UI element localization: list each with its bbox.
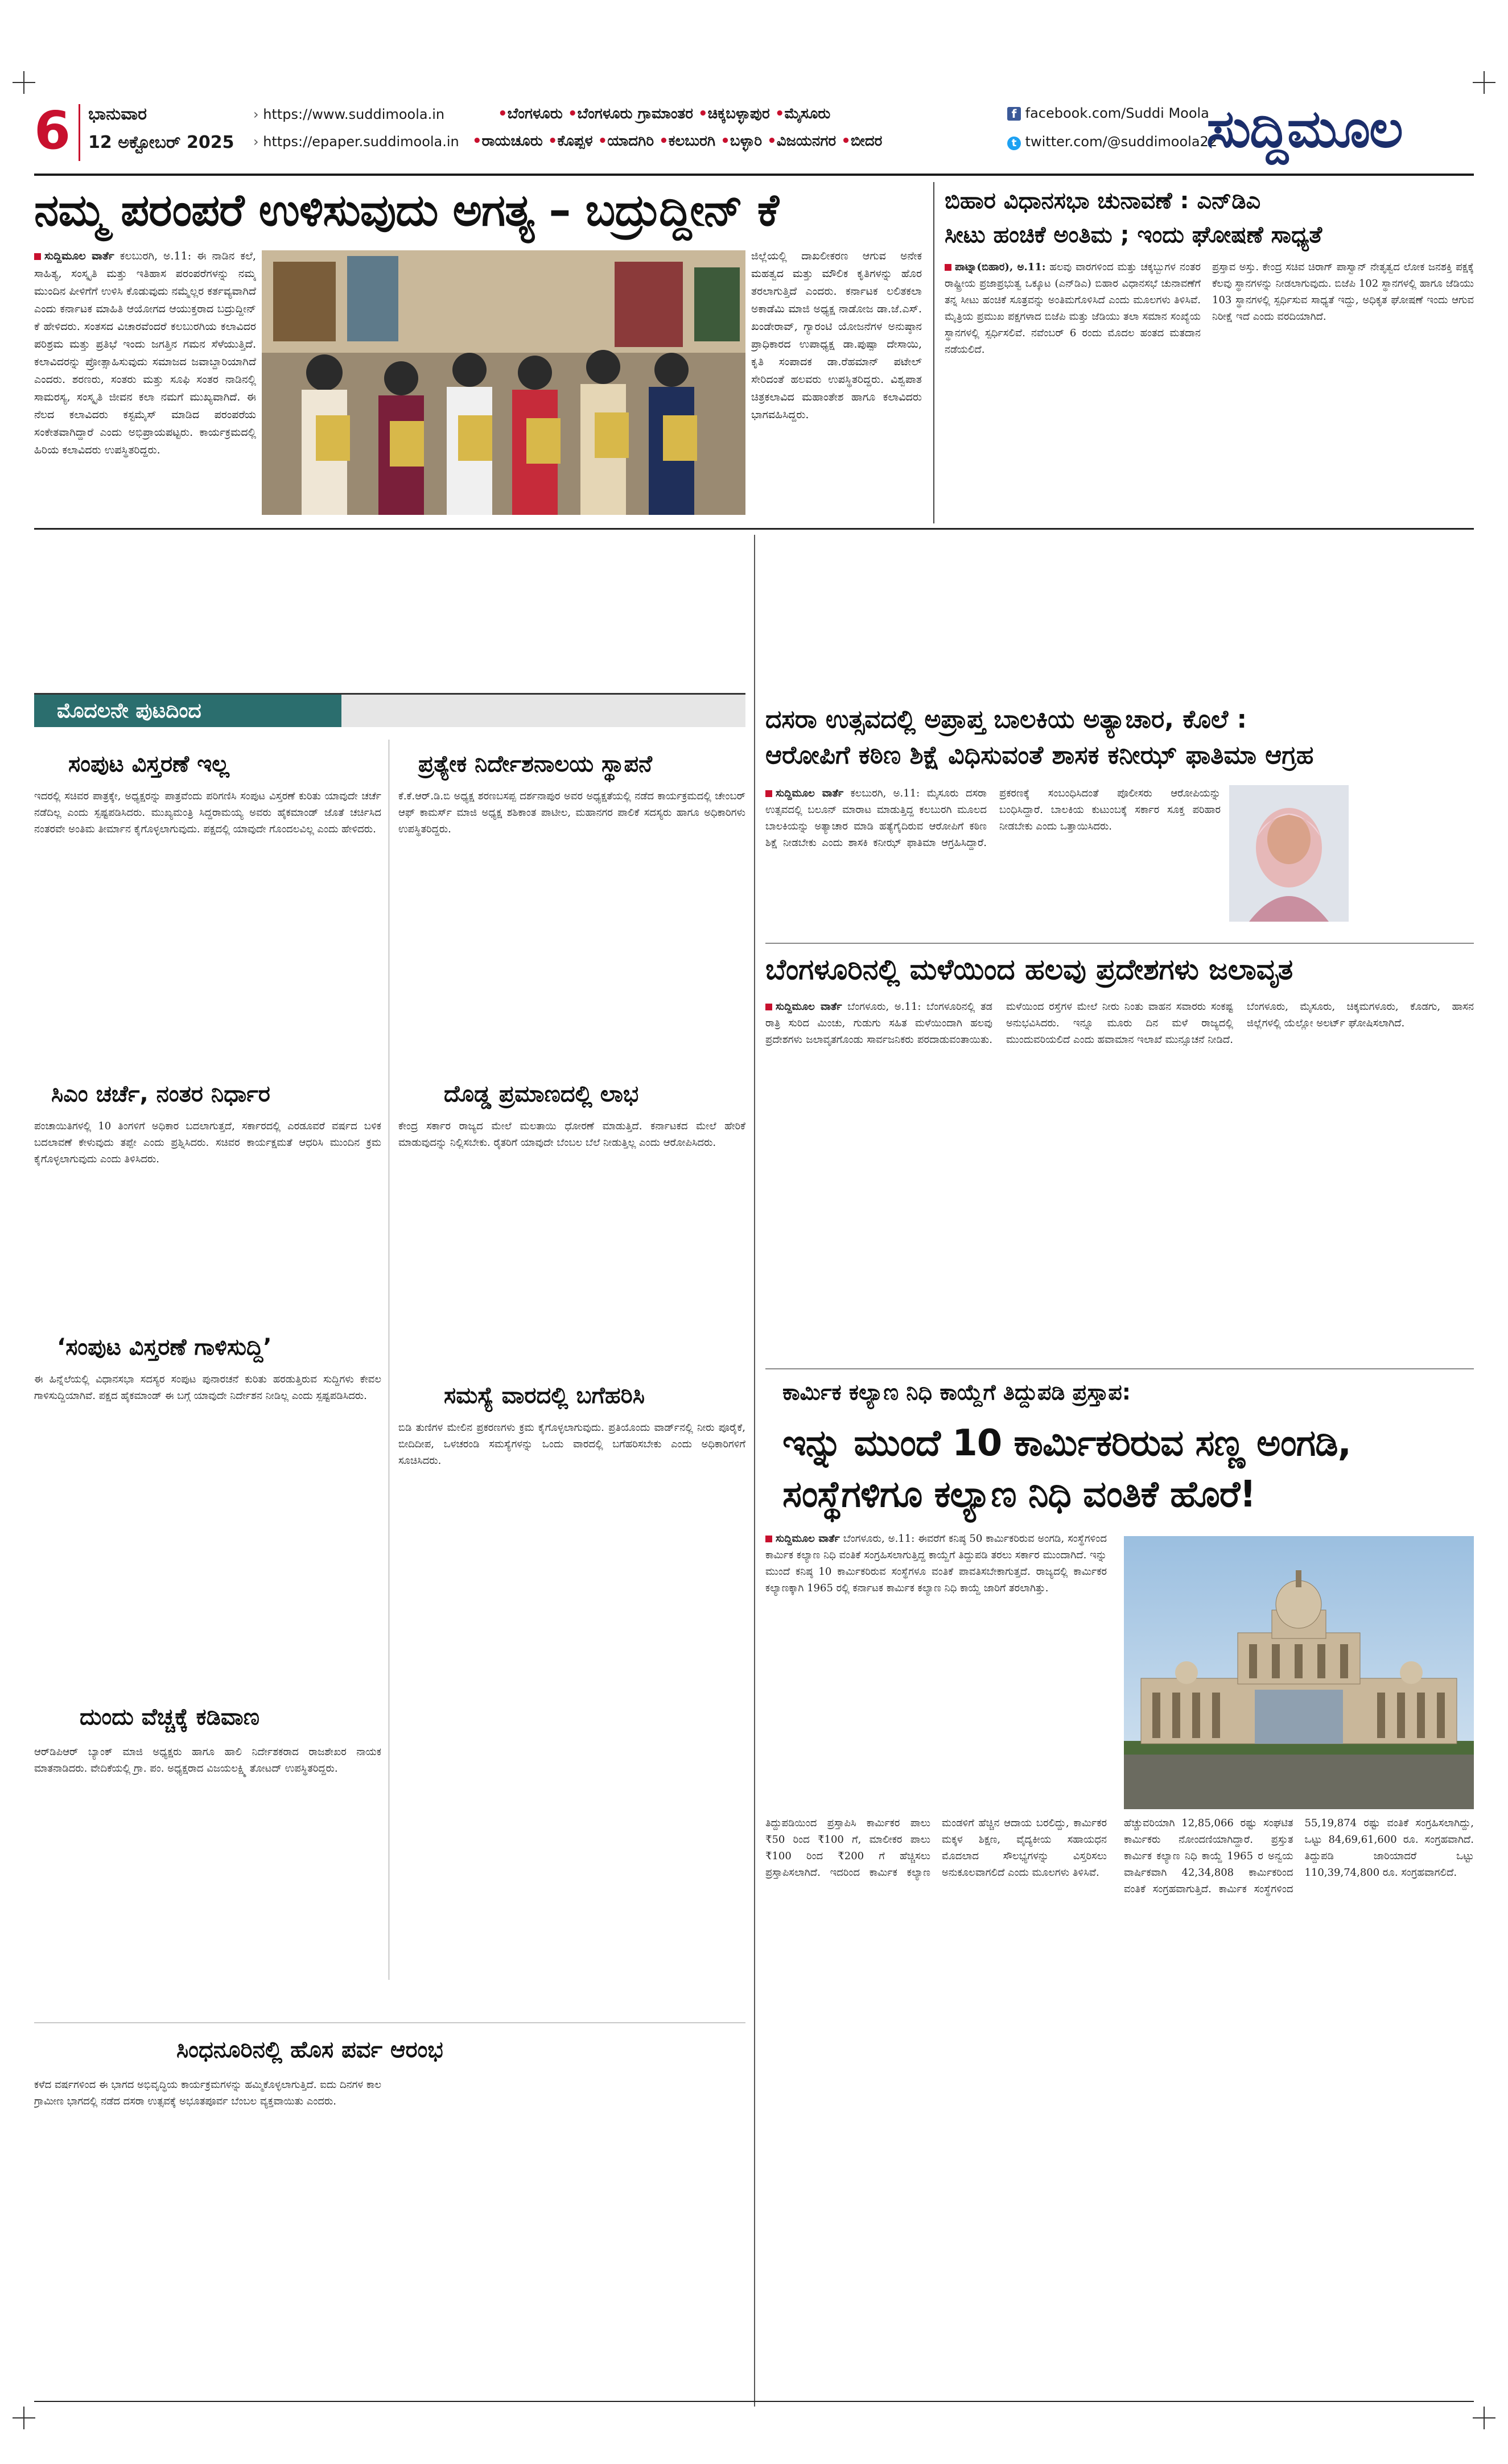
url-row-2[interactable]	[253, 134, 459, 150]
story-profit-body: ಕೇಂದ್ರ ಸರ್ಕಾರ ರಾಜ್ಯದ ಮೇಲೆ ಮಲತಾಯಿ ಧೋರಣೆ ಮಾಡುತ್ತಿದೆ. ಕರ್ನಾಟಕದ ಮೇಲೆ ಹೇರಿಕೆ ಮಾಡುವುದನ್ನು ನಿಲ್ಲಿಸಬೇಕು. ರೈತರಿಗೆ ಯಾವುದೇ ಬೆಂಬಲ ಬೆಲೆ ನೀಡುತ್ತಿಲ್ಲ ಎಂದು ಆರೋಪಿಸಿದರು.	[398, 1120, 745, 1149]
dasara-portrait	[1229, 785, 1349, 922]
bullet-icon	[765, 1536, 772, 1542]
lead-headline: ನಮ್ಮ ಪರಂಪರೆ ಉಳಿಸುವುದು ಅಗತ್ಯ – ಬದ್ರುದ್ದೀನ್ ಕೆ	[34, 185, 778, 236]
crop-mark-bottom-right	[1473, 2407, 1495, 2429]
welfare-headline-1: ಇನ್ನು ಮುಂದೆ 10 ಕಾರ್ಮಿಕರಿರುವ ಸಣ್ಣ ಅಂಗಡಿ,	[782, 1422, 1351, 1464]
epaper-link[interactable]: https://epaper.suddimoola.in	[263, 134, 459, 150]
dasara-headline-2: ಆರೋಪಿಗೆ ಕಠಿಣ ಶಿಕ್ಷೆ ವಿಧಿಸುವಂತೆ ಶಾಸಕ ಕನೀಝ್ ಫಾತಿಮಾ ಆಗ್ರಹ	[765, 741, 1314, 770]
welfare-body-2: ತಿದ್ದುಪಡಿಯಿಂದ ಪ್ರಸ್ತಾಪಿಸಿ ಕಾರ್ಮಿಕರ ಪಾಲು ₹50 ರಿಂದ ₹100 ಗೆ, ಮಾಲೀಕರ ಪಾಲು ₹100 ರಿಂದ ₹200 ಗೆ ಹೆಚ್ಚಿಸಲು ಪ್ರಸ್ತಾಪಿಸಲಾಗಿದೆ. ಇದರಿಂದ ಕಾರ್ಮಿಕ ಕಲ್ಯಾಣ ಮಂಡಳಿಗೆ ಹೆಚ್ಚಿನ ಆದಾಯ ಬರಲಿದ್ದು, ಕಾರ್ಮಿಕರ ಮಕ್ಕಳ ಶಿಕ್ಷಣ, ವೈದ್ಯಕೀಯ ಸಹಾಯಧನ ಮೊದಲಾದ ಸೌಲಭ್ಯಗಳನ್ನು ವಿಸ್ತರಿಸಲು ಅನುಕೂಲವಾಗಲಿದೆ ಎಂದು ಮೂಲಗಳು ತಿಳಿಸಿವೆ.	[765, 1817, 1107, 1879]
group-photo-illustration	[262, 250, 745, 515]
cities-row-1: •ಬೆಂಗಳೂರು •ಬೆಂಗಳೂರು ಗ್ರಾಮಾಂತರ •ಚಿಕ್ಕಬಳ್ಳಾಪುರ •ಮೈಸೂರು	[498, 105, 831, 122]
story-sampputa-body: ಇದರಲ್ಲಿ ಸಚಿವರ ಪಾತ್ರಕ್ಕೇ, ಅಧ್ಯಕ್ಷರನ್ನು ಪಾತ್ರವೆಂದು ಪರಿಗಣಿಸಿ ಸಂಪುಟ ವಿಸ್ತರಣೆ ಕುರಿತು ಯಾವುದೇ ಚರ್ಚೆ ನಡೆದಿಲ್ಲ ಎಂದು ಸ್ಪಷ್ಟಪಡಿಸಿದರು. ಮುಖ್ಯಮಂತ್ರಿ ಸಿದ್ದರಾಮಯ್ಯ ಅವರು ಹೈಕಮಾಂಡ್ ಜೊತೆ ಚರ್ಚಿಸಿದ ನಂತರವೇ ಅಂತಿಮ ತೀರ್ಮಾನ ಕೈಗೊಳ್ಳಲಾಗುವುದು. ಪಕ್ಷದಲ್ಲಿ ಯಾವುದೇ ಗೊಂದಲವಿಲ್ಲ ಎಂದು ಹೇಳಿದರು.	[34, 790, 381, 835]
welfare-kicker: ಕಾರ್ಮಿಕ ಕಲ್ಯಾಣ ನಿಧಿ ಕಾಯ್ದೆಗೆ ತಿದ್ದುಪಡಿ ಪ್ರಸ್ತಾಪ:	[782, 1380, 1131, 1405]
section-banner	[34, 693, 745, 727]
masthead-logo: ಸುದ್ದಿಮೂಲ	[1206, 98, 1402, 159]
bihar-headline-2: ಸೀಟು ಹಂಚಿಕೆ ಅಂತಿಮ ; ಇಂದು ಘೋಷಣೆ ಸಾಧ್ಯತೆ	[945, 222, 1322, 248]
vidhana-soudha-photo	[1124, 1536, 1474, 1809]
crop-mark-top-right	[1473, 71, 1495, 94]
lead-photo	[262, 250, 745, 515]
facebook-icon: f	[1007, 107, 1021, 121]
story-issues-headline: ಸಮಸ್ಯೆ ವಾರದಲ್ಲಿ ಬಗೆಹರಿಸಿ	[444, 1382, 645, 1409]
website-link[interactable]: https://www.suddimoola.in	[263, 106, 445, 122]
dateline: ಕಲಬುರಗಿ, ಅ.11:	[120, 250, 192, 262]
lead-bottom-rule	[34, 528, 1474, 530]
masthead-divider	[79, 104, 80, 161]
bullet-icon	[765, 790, 772, 797]
story-profit-headline: ದೊಡ್ಡ ಪ್ರಮಾಣದಲ್ಲಿ ಲಾಭ	[444, 1081, 639, 1107]
footer-rule	[34, 2401, 1474, 2402]
cities-row-2: •ರಾಯಚೂರು •ಕೊಪ್ಪಳ •ಯಾದಗಿರಿ •ಕಲಬುರಗಿ •ಬಳ್ಳಾರಿ •ವಿಜಯನಗರ •ಬೀದರ	[472, 133, 883, 150]
crop-mark-top-left	[13, 71, 35, 94]
dateline: ಪಾಟ್ನಾ(ಬಿಹಾರ), ಅ.11:	[955, 261, 1046, 273]
story-sindhanur-headline: ಸಿಂಧನೂರಿನಲ್ಲಿ ಹೊಸ ಪರ್ವ ಆರಂಭ	[176, 2037, 443, 2063]
dasara-body-1: ಸುದ್ದಿಮೂಲ ವಾರ್ತೆ ಕಲಬುರಗಿ, ಅ.11: ಮೈಸೂರು ದಸರಾ ಉತ್ಸವದಲ್ಲಿ ಬಲೂನ್ ಮಾರಾಟ ಮಾಡುತ್ತಿದ್ದ ಕಲಬುರಗಿ ಮೂಲದ ಬಾಲಕಿಯನ್ನು ಅತ್ಯಾಚಾರ ಮಾಡಿ ಹತ್ಯೆಗೈದಿರುವ ಆರೋಪಿಗೆ ಕಠಿಣ ಶಿಕ್ಷೆ ನೀಡಬೇಕು ಎಂದು ಶಾಸಕಿ ಕನೀಝ್ ಫಾತಿಮಾ ಆಗ್ರಹಿಸಿದ್ದಾರೆ. ಪ್ರಕರಣಕ್ಕೆ ಸಂಬಂಧಿಸಿದಂತೆ ಪೊಲೀಸರು ಆರೋಪಿಯನ್ನು ಬಂಧಿಸಿದ್ದಾರೆ. ಬಾಲಕಿಯ ಕುಟುಂಬಕ್ಕೆ ಸರ್ಕಾರ ಸೂಕ್ತ ಪರಿಹಾರ ನೀಡಬೇಕು ಎಂದು ಒತ್ತಾಯಿಸಿದರು.	[765, 787, 1221, 849]
rain-body: ಸುದ್ದಿಮೂಲ ವಾರ್ತೆ ಬೆಂಗಳೂರು, ಅ.11: ಬೆಂಗಳೂರಿನಲ್ಲಿ ತಡ ರಾತ್ರಿ ಸುರಿದ ಮಿಂಚು, ಗುಡುಗು ಸಹಿತ ಮಳೆಯಿಂದಾಗಿ ಹಲವು ಪ್ರದೇಶಗಳು ಜಲಾವೃತಗೊಂಡು ಸಾರ್ವಜನಿಕರು ಪರದಾಡುವಂತಾಯಿತು. ಮಳೆಯಿಂದ ರಸ್ತೆಗಳ ಮೇಲೆ ನೀರು ನಿಂತು ವಾಹನ ಸವಾರರು ಸಂಕಷ್ಟ ಅನುಭವಿಸಿದರು. ಇನ್ನೂ ಮೂರು ದಿನ ಮಳೆ ರಾಜ್ಯದಲ್ಲಿ ಮುಂದುವರಿಯಲಿದೆ ಎಂದು ಹವಾಮಾನ ಇಲಾಖೆ ಮುನ್ಸೂಚನೆ ನೀಡಿದೆ. ಬೆಂಗಳೂರು, ಮೈಸೂರು, ಚಿಕ್ಕಮಗಳೂರು, ಕೊಡಗು, ಹಾಸನ ಜಿಲ್ಲೆಗಳಲ್ಲಿ ಯೆಲ್ಲೋ ಅಲರ್ಟ್ ಘೋಷಿಸಲಾಗಿದೆ.	[765, 1001, 1474, 1046]
welfare-body-1: ಸುದ್ದಿಮೂಲ ವಾರ್ತೆ ಬೆಂಗಳೂರು, ಅ.11: ಈವರೆಗೆ ಕನಿಷ್ಠ 50 ಕಾರ್ಮಿಕರಿರುವ ಅಂಗಡಿ, ಸಂಸ್ಥೆಗಳಿಂದ ಕಾರ್ಮಿಕ ಕಲ್ಯಾಣ ನಿಧಿ ವಂತಿಕೆ ಸಂಗ್ರಹಿಸಲಾಗುತ್ತಿದ್ದ ಕಾಯ್ದೆಗೆ ತಿದ್ದುಪಡಿ ತರಲು ಸರ್ಕಾರ ಮುಂದಾಗಿದೆ. ಇನ್ನು ಮುಂದೆ ಕನಿಷ್ಠ 10 ಕಾರ್ಮಿಕರಿರುವ ಸಂಸ್ಥೆಗಳೂ ವಂತಿಕೆ ಪಾವತಿಸಬೇಕಾಗುತ್ತದೆ. ರಾಜ್ಯದಲ್ಲಿ ಕಾರ್ಮಿಕರ ಕಲ್ಯಾಣಕ್ಕಾಗಿ 1965 ರಲ್ಲಿ ಕರ್ನಾಟಕ ಕಾರ್ಮಿಕ ಕಲ್ಯಾಣ ನಿಧಿ ಕಾಯ್ದೆ ಜಾರಿಗೆ ತರಲಾಗಿತ್ತು.	[765, 1533, 1107, 1594]
story-expense-body: ಆರ್‌ಡಿಪಿಆರ್ ಬ್ಯಾಂಕ್ ಮಾಜಿ ಅಧ್ಯಕ್ಷರು ಹಾಗೂ ಹಾಲಿ ನಿರ್ದೇಶಕರಾದ ರಾಜಶೇಖರ ನಾಯಕ ಮಾತನಾಡಿದರು. ವೇದಿಕೆಯಲ್ಲಿ ಗ್ರಾ. ಪಂ. ಅಧ್ಯಕ್ಷರಾದ ವಿಜಯಲಕ್ಷ್ಮಿ ತೋಟದ್ ಉಪಸ್ಥಿತರಿದ್ದರು.	[34, 1746, 381, 1774]
section-banner-label: ಮೊದಲನೇ ಪುಟದಿಂದ	[57, 699, 201, 723]
byline: ಸುದ್ದಿಮೂಲ ವಾರ್ತೆ	[44, 250, 114, 262]
welfare-body-3: ಹೆಚ್ಚುವರಿಯಾಗಿ 12,85,066 ರಷ್ಟು ಸಂಘಟಿತ ಕಾರ್ಮಿಕರು ನೋಂದಣಿಯಾಗಿದ್ದಾರೆ. ಪ್ರಸ್ತುತ ಕಾರ್ಮಿಕ ಕಲ್ಯಾಣ ನಿಧಿ ಕಾಯ್ದೆ 1965 ರ ಅನ್ವಯ ವಾರ್ಷಿಕವಾಗಿ 42,34,808 ಕಾರ್ಮಿಕರಿಂದ ವಂತಿಕೆ ಸಂಗ್ರಹವಾಗುತ್ತಿದೆ. ಕಾರ್ಮಿಕ ಸಂಸ್ಥೆಗಳಿಂದ 55,19,874 ರಷ್ಟು ವಂತಿಕೆ ಸಂಗ್ರಹಿಸಲಾಗಿದ್ದು, ಒಟ್ಟು 84,69,61,600 ರೂ. ಸಂಗ್ರಹವಾಗಿದೆ. ತಿದ್ದುಪಡಿ ಜಾರಿಯಾದರೆ ಒಟ್ಟು 110,39,74,800 ರೂ. ಸಂಗ್ರಹವಾಗಲಿದೆ.	[1124, 1817, 1474, 1895]
facebook-link[interactable]: f facebook.com/Suddi Moola	[1007, 105, 1209, 121]
dasara-bottom-rule	[765, 943, 1474, 944]
issue-date: 12 ಅಕ್ಟೋಬರ್ 2025	[88, 133, 234, 152]
bullet-icon	[945, 264, 951, 271]
halves-divider	[754, 535, 755, 2407]
issue-day: ಭಾನುವಾರ	[88, 104, 147, 124]
bihar-column-2: ಪ್ರಸ್ತಾವ ಅಸ್ತು. ಕೇಂದ್ರ ಸಚಿವ ಚಿರಾಗ್ ಪಾಸ್ವಾನ್ ನೇತೃತ್ವದ ಲೋಕ ಜನಶಕ್ತಿ ಪಕ್ಷಕ್ಕೆ ಕೆಲವು ಸ್ಥಾನಗಳನ್ನು ನೀಡಲಾಗುವುದು. ಬಿಜೆಪಿ 102 ಸ್ಥಾನಗಳಲ್ಲಿ ಹಾಗೂ ಜೆಡಿಯು 103 ಸ್ಥಾನಗಳಲ್ಲಿ ಸ್ಪರ್ಧಿಸುವ ಸಾಧ್ಯತೆ ಇದ್ದು, ಅಧಿಕೃತ ಘೋಷಣೆ ಇಂದು ಆಗುವ ನಿರೀಕ್ಷೆ ಇದೆ ಎಂದು ವರದಿಯಾಗಿದೆ.	[1212, 261, 1474, 323]
story-rumour-headline: ‘ಸಂಪುಟ ವಿಸ್ತರಣೆ ಗಾಳಿಸುದ್ದಿ’	[57, 1334, 272, 1360]
welfare-headline-2: ಸಂಸ್ಥೆಗಳಿಗೂ ಕಲ್ಯಾಣ ನಿಧಿ ವಂತಿಕೆ ಹೊರೆ!	[782, 1474, 1256, 1516]
url-row-1[interactable]	[253, 106, 444, 122]
bullet-icon	[765, 1004, 772, 1010]
story-cm-body: ಪಂಚಾಯಿತಿಗಳಲ್ಲಿ 10 ತಿಂಗಳಿಗೆ ಅಧಿಕಾರ ಬದಲಾಗುತ್ತದೆ, ಸರ್ಕಾರದಲ್ಲಿ ಎರಡೂವರೆ ವರ್ಷದ ಬಳಿಕ ಬದಲಾವಣೆ ಕೇಳುವುದು ತಪ್ಪೇ ಎಂದು ಪ್ರಶ್ನಿಸಿದರು. ಸಚಿವರ ಕಾರ್ಯಕ್ಷಮತೆ ಆಧರಿಸಿ ಮುಂದಿನ ಕ್ರಮ ಕೈಗೊಳ್ಳಲಾಗುವುದು ಎಂದು ತಿಳಿಸಿದರು.	[34, 1120, 381, 1165]
story-cm-headline: ಸಿಎಂ ಚರ್ಚೆ, ನಂತರ ನಿರ್ಧಾರ	[51, 1081, 270, 1107]
story-issues-body: ಬಿಡಿ ತುಣಿಗಳ ಮೇಲಿನ ಪ್ರಕರಣಗಳು ಕ್ರಮ ಕೈಗೊಳ್ಳಲಾಗುವುದು. ಪ್ರತಿಯೊಂದು ವಾರ್ಡ್‌ನಲ್ಲಿ ನೀರು ಪೂರೈಕೆ, ಬೀದಿದೀಪ, ಒಳಚರಂಡಿ ಸಮಸ್ಯೆಗಳನ್ನು ಒಂದು ವಾರದಲ್ಲಿ ಬಗೆಹರಿಸಬೇಕು ಎಂದು ಅಧಿಕಾರಿಗಳಿಗೆ ಸೂಚಿಸಿದರು.	[398, 1422, 745, 1467]
chevron-right-icon: ›	[253, 106, 259, 122]
story-directorate-headline: ಪ್ರತ್ಯೇಕ ನಿರ್ದೇಶನಾಲಯ ಸ್ಥಾಪನೆ	[418, 751, 652, 777]
byline: ಸುದ್ದಿಮೂಲ ವಾರ್ತೆ	[776, 787, 844, 799]
lead-body-1: ಈ ನಾಡಿನ ಕಲೆ, ಸಾಹಿತ್ಯ, ಸಂಸ್ಕೃತಿ ಮತ್ತು ಇತಿಹಾಸ ಪರಂಪರೆಗಳನ್ನು ನಮ್ಮ ಮುಂದಿನ ಪೀಳಿಗೆಗೆ ಉಳಿಸಿ ಕೊಡುವುದು ನಮ್ಮೆಲ್ಲರ ಕರ್ತವ್ಯವಾಗಿದೆ ಎಂದು ಕರ್ನಾಟಕ ಮಾಹಿತಿ ಆಯೋಗದ ಆಯುಕ್ತರಾದ ಬದ್ರುದ್ದೀನ್ ಕೆ ಹೇಳಿದರು. ಸಂತಸದ ವಿಚಾರವೆಂದರೆ ಕಲಬುರಗಿಯ ಕಲಾವಿದರ ಪರಿಶ್ರಮ ಮತ್ತು ಪ್ರತಿಭೆ ಇಂದು ಜಗತ್ತಿನ ಗಮನ ಸೆಳೆಯುತ್ತಿದೆ. ಕಲಾವಿದರನ್ನು ಪ್ರೋತ್ಸಾಹಿಸುವುದು ಸಮಾಜದ ಜವಾಬ್ದಾರಿಯಾಗಿದೆ ಎಂದರು. ಶರಣರು, ಸಂತರು ಮತ್ತು ಸೂಫಿ ಸಂತರ ನಾಡಿನಲ್ಲಿ ಸಾಮರಸ್ಯ, ಸಂಸ್ಕೃತಿ ಜೀವನ ಕಲಾ ನಮಗೆ ಮುಖ್ಯವಾಗಿದೆ. ಈ ನೆಲದ ಕಲಾವಿದರು ಕಸ್ಟಮೈಸ್ ಮಾಡಿದ ಪರಂಪರೆಯ ಸಂಕೇತವಾಗಿದ್ದಾರೆ ಎಂದು ಅಭಿಪ್ರಾಯಪಟ್ಟರು. ಕಾರ್ಯಕ್ರಮದಲ್ಲಿ ಹಿರಿಯ ಕಲಾವಿದರು ಉಪಸ್ಥಿತರಿದ್ದರು.	[34, 250, 256, 456]
dasara-headline-1: ದಸರಾ ಉತ್ಸವದಲ್ಲಿ ಅಪ್ರಾಪ್ತ ಬಾಲಕಿಯ ಅತ್ಯಾಚಾರ, ಕೊಲೆ :	[765, 705, 1247, 734]
story-sindhanur-body-2	[398, 2077, 745, 2395]
rain-headline: ಬೆಂಗಳೂರಿನಲ್ಲಿ ಮಳೆಯಿಂದ ಹಲವು ಪ್ರದೇಶಗಳು ಜಲಾವೃತ	[765, 953, 1293, 986]
crop-mark-bottom-left	[13, 2407, 35, 2429]
masthead-rule	[34, 174, 1474, 176]
lead-column-1	[34, 247, 256, 518]
rain-bottom-rule	[765, 1368, 1474, 1369]
story-expense-headline: ದುಂದು ವೆಚ್ಚಕ್ಕೆ ಕಡಿವಾಣ	[80, 1704, 260, 1730]
twitter-icon: t	[1007, 137, 1021, 150]
lead-bihar-divider	[933, 182, 934, 523]
chevron-right-icon: ›	[253, 134, 259, 150]
bullet-icon	[34, 253, 41, 260]
story-sindhanur-body-1: ಕಳೆದ ವರ್ಷಗಳಿಂದ ಈ ಭಾಗದ ಅಭಿವೃದ್ಧಿಯ ಕಾರ್ಯಕ್ರಮಗಳನ್ನು ಹಮ್ಮಿಕೊಳ್ಳಲಾಗುತ್ತಿದೆ. ಐದು ದಿನಗಳ ಕಾಲ ಗ್ರಾಮೀಣ ಭಾಗದಲ್ಲಿ ನಡೆದ ದಸರಾ ಉತ್ಸವಕ್ಕೆ ಅಭೂತಪೂರ್ವ ಬೆಂಬಲ ವ್ಯಕ್ತವಾಯಿತು ಎಂದರು.	[34, 2079, 381, 2107]
story-rumour-body: ಈ ಹಿನ್ನೆಲೆಯಲ್ಲಿ ವಿಧಾನಸಭಾ ಸದಸ್ಯರ ಸಂಪುಟ ಪುನಾರಚನೆ ಕುರಿತು ಹರಡುತ್ತಿರುವ ಸುದ್ದಿಗಳು ಕೇವಲ ಗಾಳಿಸುದ್ದಿಯಾಗಿವೆ. ಪಕ್ಷದ ಹೈಕಮಾಂಡ್ ಈ ಬಗ್ಗೆ ಯಾವುದೇ ನಿರ್ದೇಶನ ನೀಡಿಲ್ಲ ಎಂದು ಸ್ಪಷ್ಟಪಡಿಸಿದರು.	[34, 1373, 381, 1402]
story-sampputa-headline: ಸಂಪುಟ ವಿಸ್ತರಣೆ ಇಲ್ಲ	[68, 751, 229, 777]
byline: ಸುದ್ದಿಮೂಲ ವಾರ್ತೆ	[776, 1533, 840, 1545]
story-directorate-body: ಕೆ.ಕೆ.ಆರ್.ಡಿ.ಬಿ ಅಧ್ಯಕ್ಷ ಶರಣಬಸಪ್ಪ ದರ್ಶನಾಪುರ ಅವರ ಅಧ್ಯಕ್ಷತೆಯಲ್ಲಿ ನಡೆದ ಕಾರ್ಯಕ್ರಮದಲ್ಲಿ ಚೇಂಬರ್ ಆಫ್ ಕಾಮರ್ಸ್ ಮಾಜಿ ಅಧ್ಯಕ್ಷ ಶಶಿಕಾಂತ ಪಾಟೀಲ, ಮಹಾನಗರ ಪಾಲಿಕೆ ಸದಸ್ಯರು ಹಾಗೂ ಅಧಿಕಾರಿಗಳು ಉಪಸ್ಥಿತರಿದ್ದರು.	[398, 790, 745, 835]
bihar-column-1: ಪಾಟ್ನಾ(ಬಿಹಾರ), ಅ.11: ಹಲವು ವಾರಗಳಿಂದ ಮತ್ತು ಚಕ್ಕಬ್ಬುಗಳ ನಂತರ ರಾಷ್ಟ್ರೀಯ ಪ್ರಜಾಪ್ರಭುತ್ವ ಒಕ್ಕೂಟ (ಎನ್‌ಡಿಎ) ಬಿಹಾರ ವಿಧಾನಸಭೆ ಚುನಾವಣೆಗೆ ತನ್ನ ಸೀಟು ಹಂಚಿಕೆ ಸೂತ್ರವನ್ನು ಅಂತಿಮಗೊಳಿಸಿದೆ ಎಂದು ಮೂಲಗಳು ತಿಳಿಸಿವೆ. ಮೈತ್ರಿಯ ಪ್ರಮುಖ ಪಕ್ಷಗಳಾದ ಬಿಜೆಪಿ ಮತ್ತು ಜೆಡಿಯು ತಲಾ ಸಮಾನ ಸಂಖ್ಯೆಯ ಸ್ಥಾನಗಳಲ್ಲಿ ಸ್ಪರ್ಧಿಸಲಿವೆ. ನವೆಂಬರ್ 6 ರಂದು ಮೊದಲ ಹಂತದ ಮತದಾನ ನಡೆಯಲಿದೆ.	[945, 261, 1201, 356]
byline: ಸುದ್ದಿಮೂಲ ವಾರ್ತೆ	[776, 1001, 842, 1013]
lead-column-3: ಜಿಲ್ಲೆಯಲ್ಲಿ ದಾಖಲೀಕರಣ ಆಗುವ ಅನೇಕ ಮಹತ್ವದ ಮತ್ತು ಮೌಲಿಕ ಕೃತಿಗಳನ್ನು ಹೊರ ತರಲಾಗುತ್ತಿದೆ ಎಂದರು. ಕರ್ನಾಟಕ ಲಲಿತಕಲಾ ಅಕಾಡೆಮಿ ಮಾಜಿ ಅಧ್ಯಕ್ಷ ನಾಡೋಜ ಡಾ.ಜೆ.ಎಸ್. ಖಂಡೇರಾವ್, ಗ್ಯಾರಂಟಿ ಯೋಜನೆಗಳ ಅನುಷ್ಠಾನ ಪ್ರಾಧಿಕಾರದ ಉಪಾಧ್ಯಕ್ಷ ಡಾ.ಪುಷ್ಪಾ ದೇಸಾಯಿ, ಕೃತಿ ಸಂಪಾದಕ ಡಾ.ರೆಹಮಾನ್ ಪಟೇಲ್ ಸೇರಿದಂತೆ ಹಲವರು ಉಪಸ್ಥಿತರಿದ್ದರು. ವಿಶ್ವಪಾತ ಚಿತ್ರಕಲಾವಿದ ಮಹಾಂತೇಶ ಹಾಗೂ ಕಲಾವಿದರು ಭಾಗವಹಿಸಿದ್ದರು.	[751, 250, 922, 421]
portrait-illustration	[1229, 785, 1349, 922]
building-illustration	[1124, 1536, 1474, 1809]
dasara-body-2	[1357, 785, 1474, 939]
twitter-link[interactable]: t twitter.com/@suddimoola22	[1007, 134, 1217, 150]
page-number: 6	[34, 100, 71, 161]
bihar-headline-1: ಬಿಹಾರ ವಿಧಾನಸಭಾ ಚುನಾವಣೆ : ಎನ್‌ಡಿಎ	[945, 188, 1261, 214]
masthead	[34, 100, 1474, 174]
